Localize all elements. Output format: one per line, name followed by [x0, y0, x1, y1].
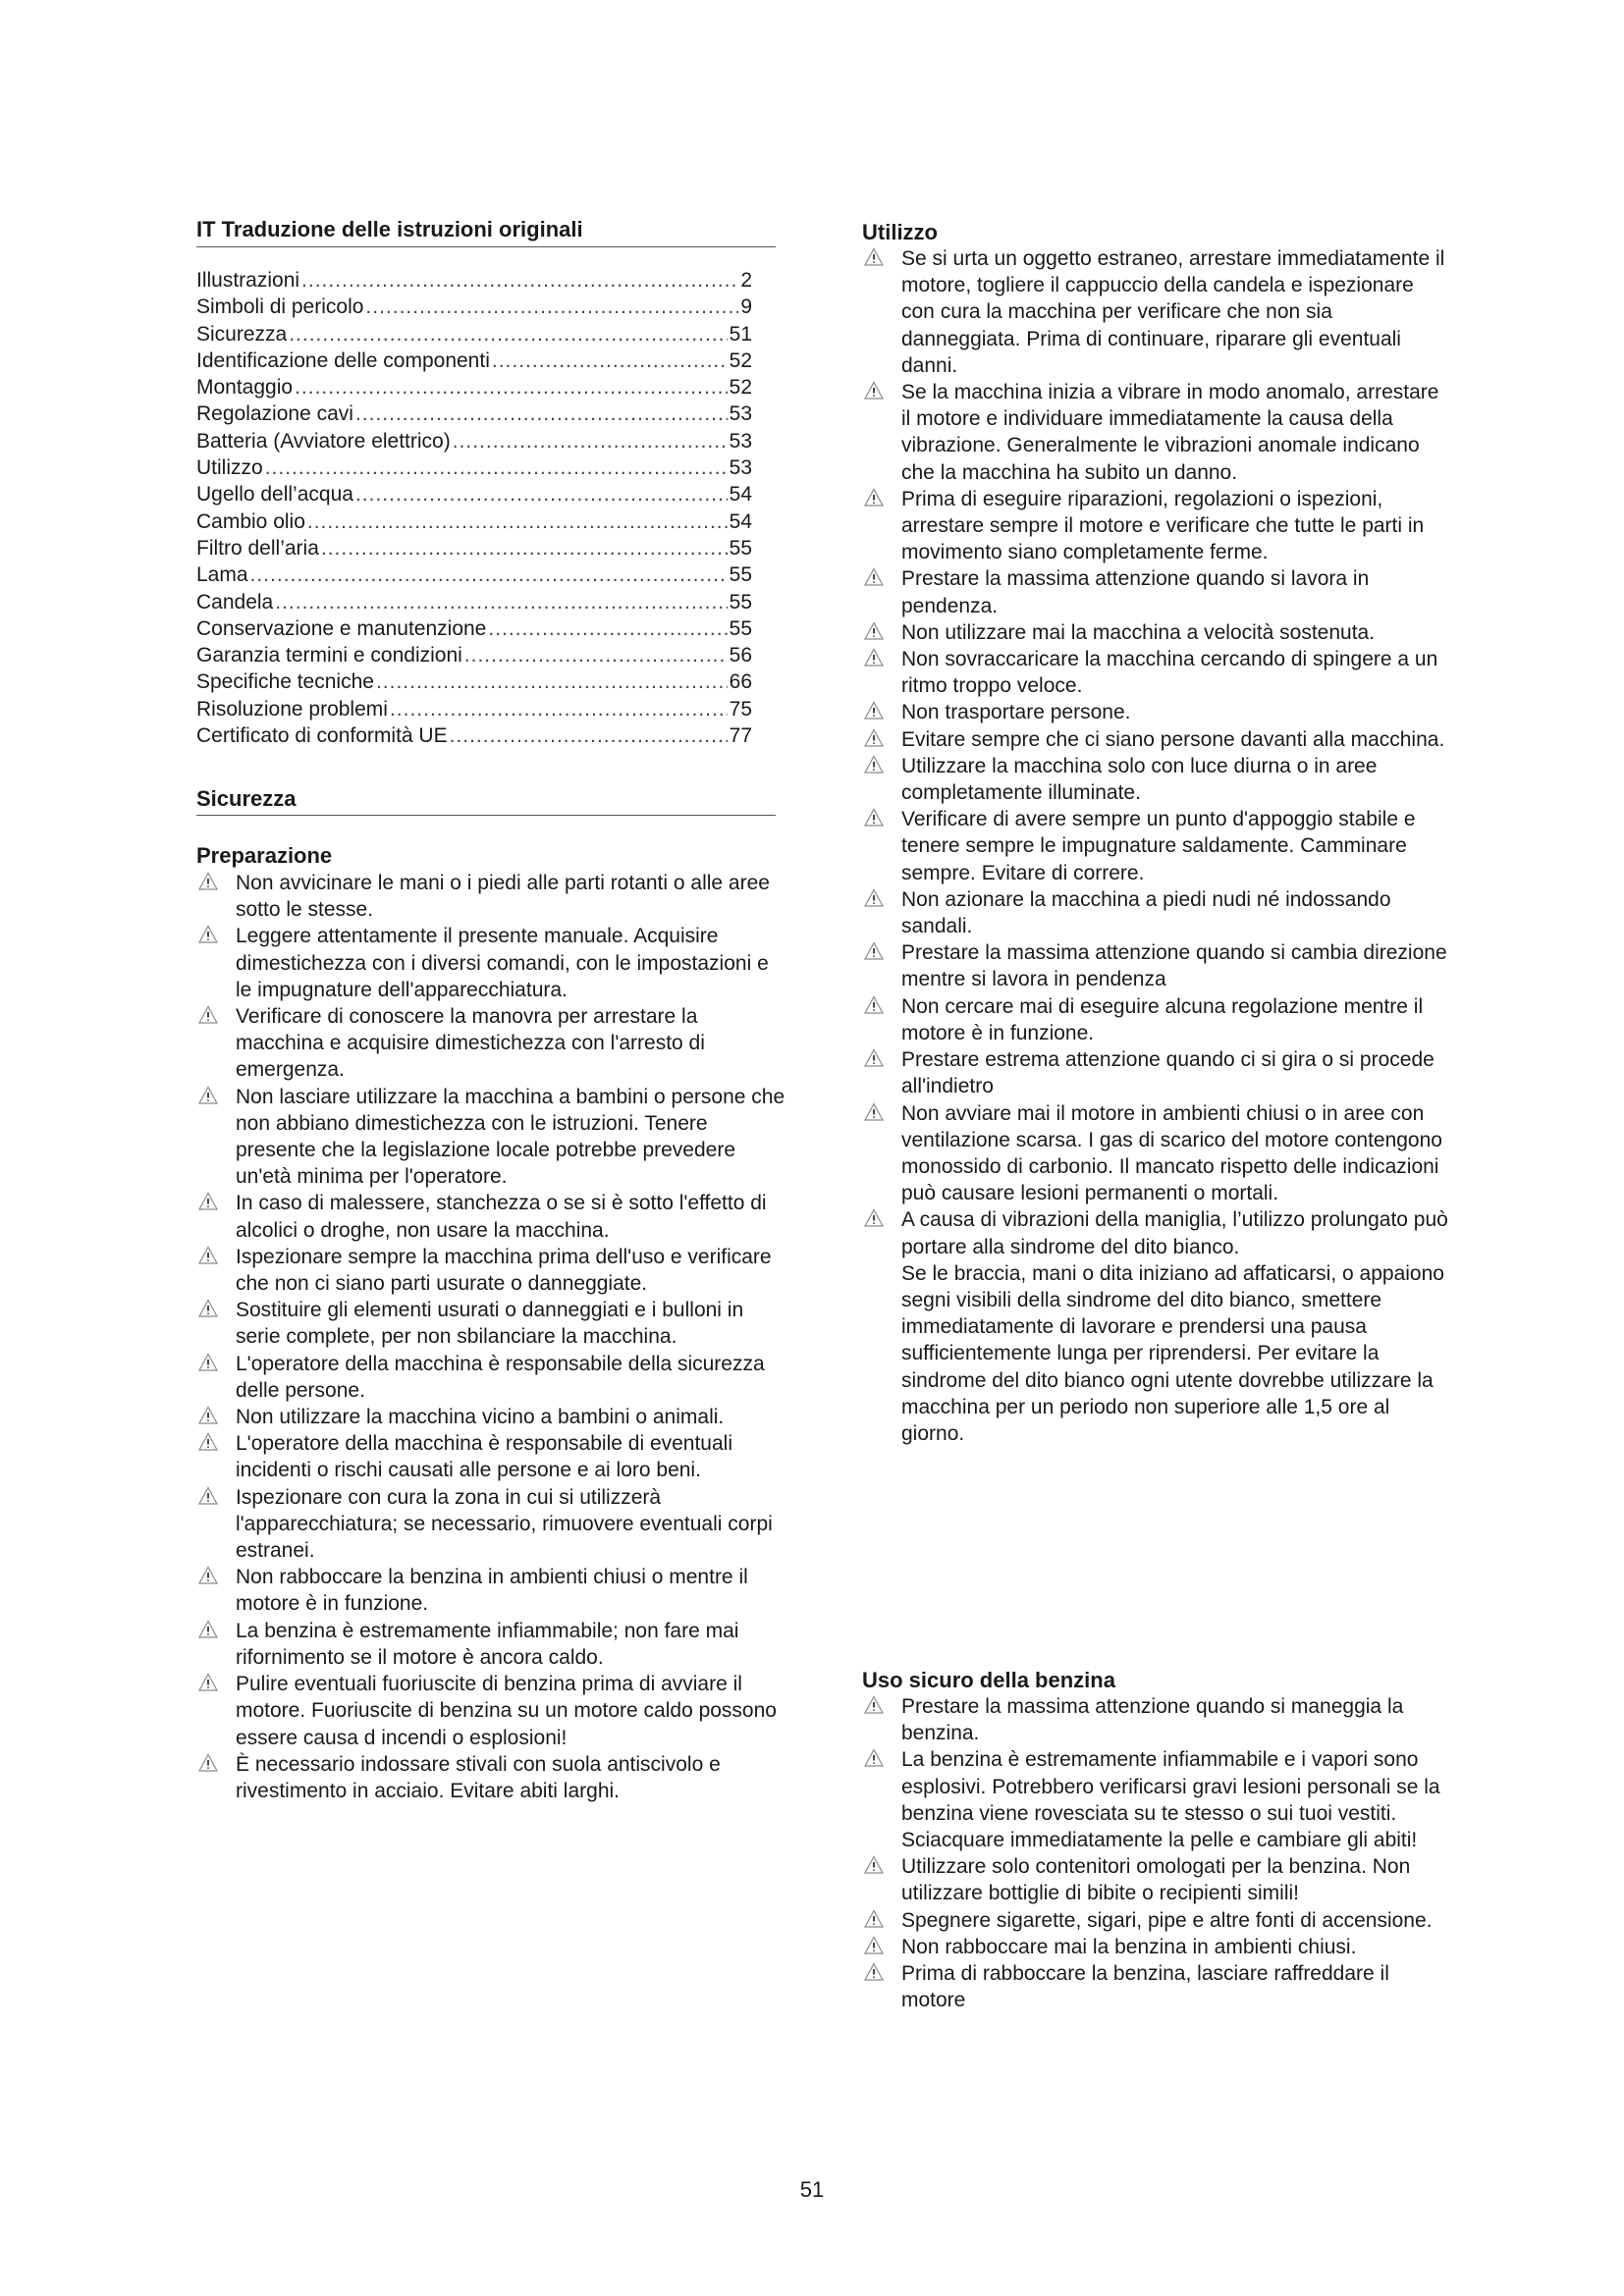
toc-entry-label: Cambio olio — [196, 509, 305, 533]
warning-icon — [864, 1748, 884, 1768]
warning-item — [862, 1693, 1451, 1746]
page-number: 51 — [799, 2177, 825, 2202]
warning-text: Se la macchina inizia a vibrare in modo anomalo, arrestare il motore e individuare immediatamente la causa della vibrazione. Generalmente le vibrazioni anomale indicano che la macchina ha subito un danno. — [901, 381, 1439, 484]
toc-leader-dots — [355, 400, 728, 427]
toc-entry — [196, 722, 752, 749]
warning-icon — [864, 488, 884, 507]
warning-text: Evitare sempre che ci siano persone davanti alla macchina. — [901, 727, 1445, 751]
warning-icon — [198, 1192, 218, 1211]
toc-entry — [196, 481, 752, 507]
warning-text: Non cercare mai di eseguire alcuna regolazione mentre il motore è in funzione. — [901, 994, 1424, 1044]
warning-item — [862, 619, 1451, 646]
warning-icon — [864, 247, 884, 267]
warning-text: A causa di vibrazioni della maniglia, l’utilizzo prolungato può portare alla sindrome del dito bianco. — [901, 1208, 1448, 1258]
toc-entry-label: Montaggio — [196, 376, 294, 400]
warning-text: Ispezionare sempre la macchina prima dell'uso e verificare che non ci siano parti usurate o danneggiate. — [236, 1245, 772, 1296]
safety-divider — [196, 815, 776, 816]
warning-icon — [864, 728, 884, 748]
toc-entry — [196, 642, 752, 668]
warning-icon — [864, 941, 884, 961]
warning-item — [862, 1100, 1451, 1207]
toc-leader-dots — [307, 508, 728, 535]
toc-entry-page: 53 — [729, 429, 752, 453]
warning-item — [862, 486, 1451, 566]
warning-icon — [198, 1353, 218, 1372]
fuel-list — [862, 1693, 1451, 2013]
toc-entry-page: 55 — [729, 590, 752, 614]
warning-icon — [864, 1936, 884, 1955]
warning-icon — [864, 995, 884, 1015]
warning-text: Non avviare mai il motore in ambienti chiusi o in aree con ventilazione scarsa. I gas di scarico del motore contengono monossido di carbonio. Il mancato rispetto delle indicazioni può causare lesioni permanenti o mortali. — [901, 1101, 1442, 1205]
toc-entry-label: Specifiche tecniche — [196, 670, 374, 694]
warning-item — [862, 1907, 1451, 1934]
warning-text: Verificare di conoscere la manovra per arrestare la macchina e acquisire dimestichezza con l'arresto di emergenza. — [236, 1005, 705, 1082]
toc-entry-label: Ugello dell’acqua — [196, 483, 353, 507]
toc-leader-dots — [289, 321, 727, 347]
warning-text: Non rabboccare la benzina in ambienti chiusi o mentre il motore è in funzione. — [236, 1566, 748, 1616]
toc-entry-page: 55 — [729, 536, 752, 560]
toc-entry-label: Identificazione delle componenti — [196, 348, 490, 372]
section-title-safety: Sicurezza — [196, 786, 297, 811]
warning-item — [862, 565, 1451, 618]
warning-item — [862, 245, 1451, 379]
toc-entry — [196, 294, 752, 320]
toc-entry — [196, 428, 752, 454]
document-title: IT Traduzione delle istruzioni originali — [196, 217, 583, 241]
warning-icon — [198, 1246, 218, 1265]
toc-entry — [196, 454, 752, 481]
warning-text: Prestare estrema attenzione quando ci si gira o si procede all'indietro — [901, 1048, 1435, 1098]
warning-text: Ispezionare con cura la zona in cui si utilizzerà l'apparecchiatura; se necessario, rimuovere eventuali corpi estranei. — [236, 1485, 773, 1563]
warning-text: Non utilizzare la macchina vicino a bambini o animali. — [236, 1406, 725, 1429]
warning-text: In caso di malessere, stanchezza o se si è sotto l'effetto di alcolici o droghe, non usare la macchina. — [236, 1192, 767, 1242]
warning-icon — [198, 925, 218, 944]
warning-item — [196, 1084, 785, 1191]
toc-leader-dots — [275, 589, 727, 615]
warning-icon — [198, 1566, 218, 1585]
warning-item — [862, 1960, 1451, 2013]
subsection-title-usage: Utilizzo — [862, 220, 938, 244]
warning-text: Prima di eseguire riparazioni, regolazioni o ispezioni, arrestare sempre il motore e verificare che tutte le parti in movimento siano completamente ferme. — [901, 487, 1425, 564]
toc-leader-dots — [250, 561, 728, 588]
toc-leader-dots — [464, 642, 728, 668]
toc-entry-page: 52 — [729, 348, 752, 372]
warning-icon — [198, 1086, 218, 1105]
warning-item — [196, 1564, 785, 1617]
toc-entry — [196, 668, 752, 695]
toc-entry-page: 51 — [729, 322, 752, 346]
toc-entry-page: 54 — [729, 483, 752, 507]
toc-leader-dots — [488, 615, 727, 642]
toc-entry-label: Candela — [196, 590, 274, 614]
toc-entry-page: 75 — [729, 697, 752, 721]
toc-entry — [196, 321, 752, 347]
warning-text: Prima di rabboccare la benzina, lasciare raffreddare il motore — [901, 1962, 1389, 2012]
toc-leader-dots — [301, 267, 738, 294]
warning-icon — [864, 621, 884, 641]
warning-item — [862, 1206, 1451, 1259]
warning-text: Non utilizzare mai la macchina a velocità sostenuta. — [901, 620, 1376, 644]
warning-item — [196, 1430, 785, 1483]
toc-entry-page: 55 — [729, 616, 752, 640]
toc-leader-dots — [365, 294, 738, 320]
toc-entry-page: 53 — [729, 402, 752, 426]
toc-leader-dots — [376, 668, 728, 695]
toc-entry-label: Garanzia termini e condizioni — [196, 644, 462, 667]
toc-entry-label: Batteria (Avviatore elettrico) — [196, 429, 451, 453]
warning-icon — [198, 1486, 218, 1506]
toc-entry-page: 54 — [729, 509, 752, 533]
warning-icon — [198, 1673, 218, 1692]
toc-entry-page: 77 — [729, 724, 752, 748]
warning-text: Prestare la massima attenzione quando si lavora in pendenza. — [901, 567, 1370, 617]
toc-entry — [196, 535, 752, 561]
warning-text: Sostituire gli elementi usurati o danneggiati e i bulloni in serie complete, per non sbilanciare la macchina. — [236, 1299, 744, 1349]
toc-entry-label: Conservazione e manutenzione — [196, 616, 487, 640]
warning-item — [862, 699, 1451, 725]
warning-item — [196, 1618, 785, 1671]
toc-entry — [196, 589, 752, 615]
toc-leader-dots — [321, 535, 728, 561]
warning-icon — [864, 1909, 884, 1929]
warning-icon — [864, 1855, 884, 1875]
warning-icon — [198, 1432, 218, 1452]
warning-icon — [864, 888, 884, 908]
toc-entry — [196, 696, 752, 722]
toc-entry-label: Risoluzione problemi — [196, 697, 388, 721]
warning-item — [196, 1751, 785, 1804]
toc-entry — [196, 615, 752, 642]
warning-icon — [864, 1962, 884, 1982]
warning-icon — [864, 1048, 884, 1068]
warning-icon — [198, 872, 218, 891]
toc-entry-page: 66 — [729, 670, 752, 694]
warning-item — [196, 870, 785, 923]
warning-text: L'operatore della macchina è responsabile di eventuali incidenti o rischi causati alle persone e ai loro beni. — [236, 1432, 732, 1482]
warning-icon — [864, 381, 884, 400]
warning-item — [862, 886, 1451, 939]
warning-item — [196, 1190, 785, 1243]
warning-icon — [198, 1406, 218, 1425]
warning-icon — [864, 1695, 884, 1715]
warning-icon — [864, 1102, 884, 1122]
warning-item — [862, 753, 1451, 806]
toc-entry — [196, 400, 752, 427]
warning-text: La benzina è estremamente infiammabile; non fare mai rifornimento se il motore è ancora caldo. — [236, 1619, 739, 1669]
warning-text: Non trasportare persone. — [901, 701, 1131, 724]
toc-leader-dots — [450, 722, 728, 749]
warning-text: Utilizzare solo contenitori omologati per la benzina. Non utilizzare bottiglie di bibite o recipienti simili! — [901, 1855, 1411, 1905]
toc-leader-dots — [355, 481, 728, 507]
warning-text: Non avvicinare le mani o i piedi alle parti rotanti o alle aree sotto le stesse. — [236, 872, 770, 922]
warning-text: Prestare la massima attenzione quando si maneggia la benzina. — [901, 1695, 1404, 1745]
warning-item — [196, 1404, 785, 1430]
warning-item — [196, 923, 785, 1003]
warning-icon — [198, 1299, 218, 1318]
toc-entry-page: 55 — [729, 563, 752, 587]
warning-icon — [864, 701, 884, 721]
warning-item — [862, 1046, 1451, 1099]
warning-item — [196, 1484, 785, 1565]
warning-item — [196, 1003, 785, 1084]
warning-icon — [864, 648, 884, 667]
toc-entry — [196, 347, 752, 374]
warning-icon — [864, 808, 884, 828]
warning-text: È necessario indossare stivali con suola antiscivolo e rivestimento in acciaio. Evitare abiti larghi. — [236, 1752, 721, 1802]
warning-icon — [198, 1620, 218, 1639]
warning-text: Non lasciare utilizzare la macchina a bambini o persone che non abbiano dimestichezza con le istruzioni. Tenere presente che la legislazione locale potrebbe prevedere un'età minima per l'operatore. — [236, 1085, 785, 1189]
toc-leader-dots — [492, 347, 728, 374]
warning-item — [862, 806, 1451, 886]
toc-entry-label: Illustrazioni — [196, 269, 300, 292]
usage-list — [862, 245, 1451, 1447]
toc-entry — [196, 267, 752, 294]
toc-entry — [196, 508, 752, 535]
warning-item — [862, 1934, 1451, 1960]
toc-entry-label: Utilizzo — [196, 456, 263, 480]
warning-text: La benzina è estremamente infiammabile e i vapori sono esplosivi. Potrebbero verificarsi gravi lesioni personali se la benzina viene rovesciata su te stesso o sui tuoi vestiti. Sciacquare immediatamente la pelle e cambiare gli abiti! — [901, 1748, 1440, 1852]
toc-entry-page: 56 — [729, 644, 752, 667]
warning-text: Verificare di avere sempre un punto d'appoggio stabile e tenere sempre le impugnature saldamente. Camminare sempre. Evitare di correre. — [901, 808, 1416, 884]
table-of-contents — [196, 267, 752, 749]
warning-icon — [864, 1208, 884, 1228]
warning-text: Pulire eventuali fuoriuscite di benzina prima di avviare il motore. Fuoriuscite di benzina su un motore caldo possono essere causa d incendi o esplosioni! — [236, 1673, 777, 1749]
warning-icon — [864, 567, 884, 587]
toc-entry-label: Lama — [196, 563, 248, 587]
subsection-title-preparation: Preparazione — [196, 843, 333, 868]
title-divider — [196, 246, 776, 247]
toc-leader-dots — [295, 374, 728, 400]
toc-entry — [196, 374, 752, 400]
warning-icon — [864, 755, 884, 774]
warning-icon — [198, 1005, 218, 1025]
warning-text: L'operatore della macchina è responsabile della sicurezza delle persone. — [236, 1352, 765, 1402]
toc-leader-dots — [265, 454, 728, 481]
warning-item — [196, 1297, 785, 1350]
toc-leader-dots — [453, 428, 728, 454]
toc-entry-label: Certificato di conformità UE — [196, 724, 448, 748]
toc-entry-page: 52 — [729, 376, 752, 400]
warning-item — [862, 379, 1451, 486]
warning-text: Prestare la massima attenzione quando si cambia direzione mentre si lavora in pendenza — [901, 941, 1447, 991]
toc-entry-page: 9 — [740, 295, 752, 319]
warning-text: Utilizzare la macchina solo con luce diurna o in aree completamente illuminate. — [901, 754, 1378, 805]
subsection-title-fuel: Uso sicuro della benzina — [862, 1668, 1115, 1692]
warning-icon — [198, 1753, 218, 1773]
warning-text: Non azionare la macchina a piedi nudi né indossando sandali. — [901, 887, 1391, 938]
warning-item — [196, 1671, 785, 1751]
warning-item — [862, 1853, 1451, 1906]
warning-item — [862, 646, 1451, 699]
toc-entry-page: 2 — [740, 269, 752, 292]
preparation-list — [196, 870, 785, 1804]
warning-text: Non rabboccare mai la benzina in ambienti chiusi. — [901, 1935, 1357, 1958]
warning-text: Leggere attentamente il presente manuale. Acquisire dimestichezza con i diversi comandi, con le impostazioni e le impugnature dell'apparecchiatura. — [236, 925, 769, 1001]
white-finger-note: Se le braccia, mani o dita iniziano ad affaticarsi, o appaiono segni visibili della sindrome del dito bianco, smettere immediatamente di lavorare e prendersi una pausa sufficientemente lunga per riprendersi. Per evitare la sindrome del dito bianco ogni utente dovrebbe utilizzare la macchina per un periodo non superiore alle 1,5 ore al giorno. — [901, 1261, 1444, 1445]
warning-item — [862, 939, 1451, 992]
toc-entry-page: 53 — [729, 456, 752, 480]
warning-text: Non sovraccaricare la macchina cercando di spingere a un ritmo troppo veloce. — [901, 648, 1438, 698]
toc-entry — [196, 561, 752, 588]
warning-item — [196, 1351, 785, 1404]
toc-entry-label: Sicurezza — [196, 322, 288, 346]
toc-entry-label: Simboli di pericolo — [196, 295, 364, 319]
warning-text: Se si urta un oggetto estraneo, arrestare immediatamente il motore, togliere il cappuccio della candela e ispezionare con cura la macchina per verificare che non sia danneggiata. Prima di continuare, riparare gli eventuali danni. — [901, 247, 1445, 377]
warning-item — [862, 726, 1451, 753]
toc-leader-dots — [390, 696, 728, 722]
warning-text: Spegnere sigarette, sigari, pipe e altre fonti di accensione. — [901, 1908, 1433, 1932]
warning-item — [196, 1244, 785, 1297]
warning-item — [862, 993, 1451, 1046]
toc-entry-label: Regolazione cavi — [196, 402, 353, 426]
warning-item — [862, 1746, 1451, 1853]
toc-entry-label: Filtro dell’aria — [196, 536, 319, 560]
